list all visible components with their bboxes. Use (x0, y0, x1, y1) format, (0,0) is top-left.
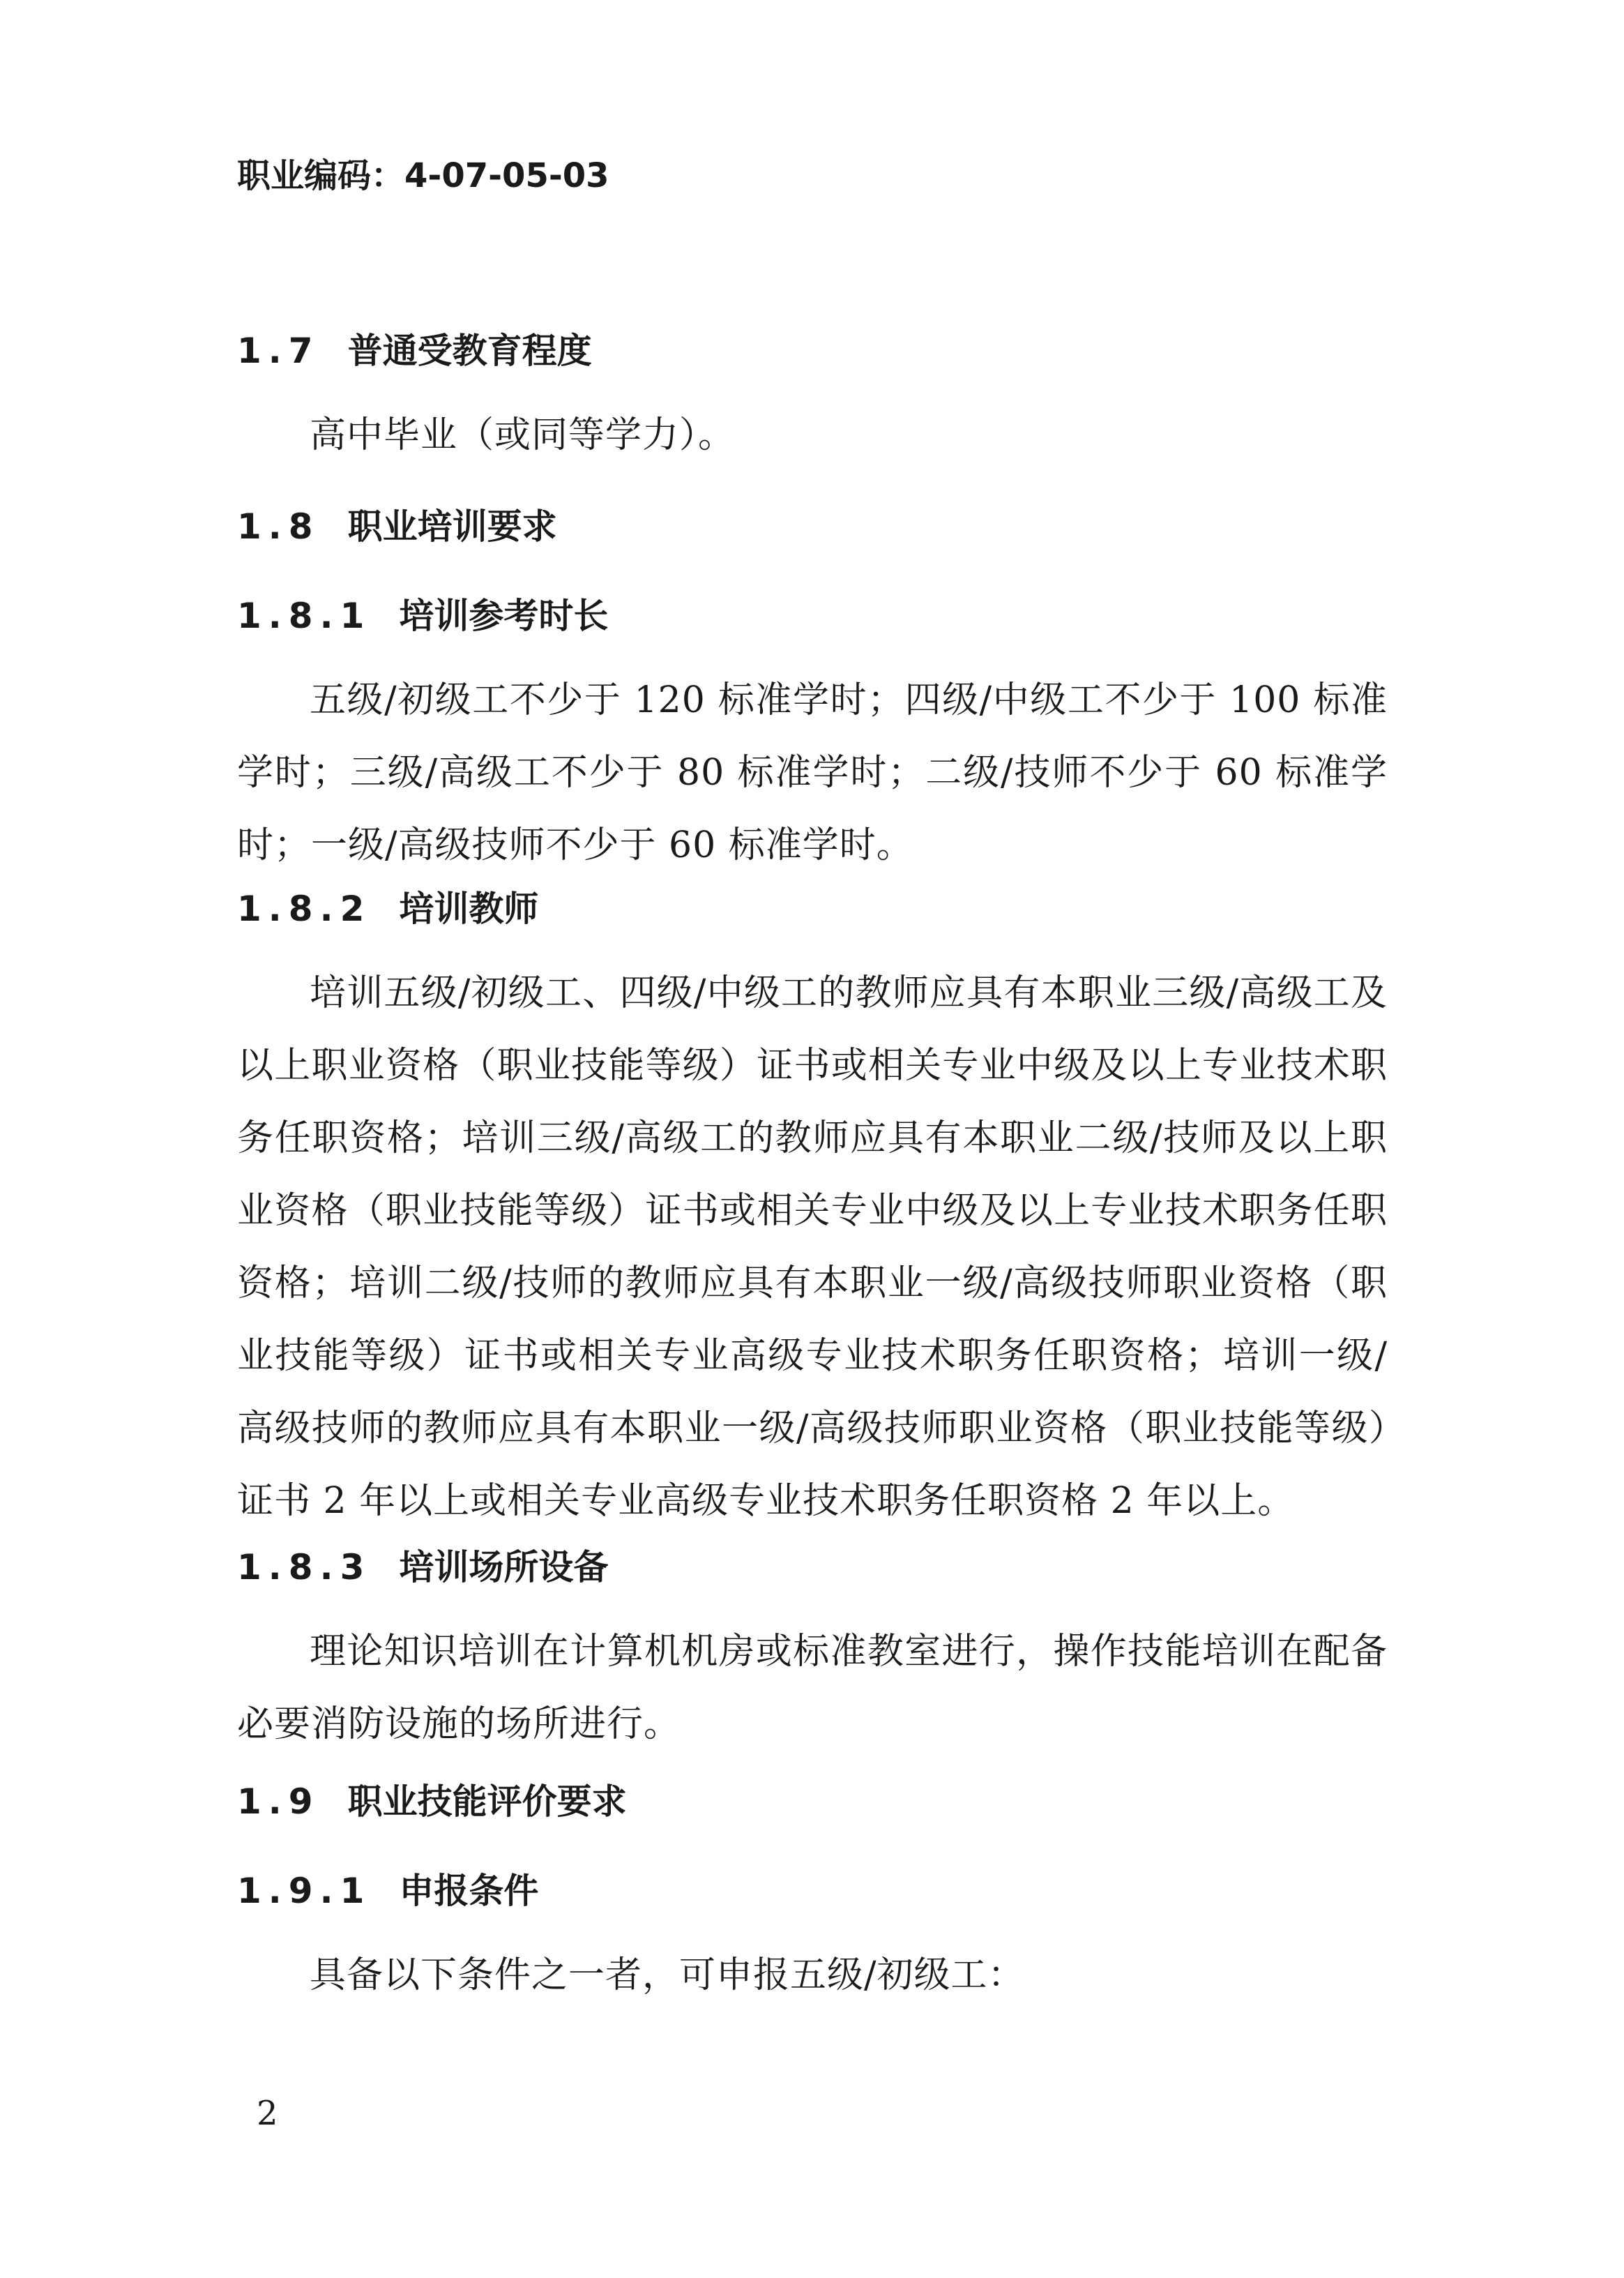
section-title: 职业培训要求 (347, 506, 557, 547)
section-title: 培训参考时长 (399, 596, 609, 636)
section-title: 职业技能评价要求 (347, 1781, 627, 1822)
section-title: 培训教师 (399, 889, 539, 929)
section-number: 1.8.2 (237, 889, 372, 929)
section-number: 1.8.1 (237, 596, 372, 636)
section-number: 1.7 (237, 331, 320, 371)
section-heading-1-9-1 (237, 1866, 538, 1915)
facilities-paragraph: 理论知识培训在计算机机房或标准教室进行，操作技能培训在配备必要消防设施的场所进行。 (237, 1631, 1388, 1745)
occupation-code: 职业编码：4-07-05-03 (237, 156, 609, 195)
section-heading-1-9 (237, 1777, 627, 1826)
section-number: 1.8.3 (237, 1547, 372, 1587)
section-heading-1-8-3 (237, 1543, 608, 1592)
section-heading-1-8 (237, 502, 557, 551)
section-title: 申报条件 (399, 1871, 539, 1911)
application-paragraph: 具备以下条件之一者，可申报五级/初级工： (310, 1954, 1025, 1996)
section-title: 普通受教育程度 (347, 331, 592, 371)
section-number: 1.9.1 (237, 1871, 372, 1911)
education-paragraph: 高中毕业（或同等学力）。 (310, 414, 736, 456)
page-number: 2 (257, 2094, 278, 2133)
section-heading-1-8-2 (237, 884, 538, 933)
training-hours-paragraph: 五级/初级工不少于 120 标准学时；四级/中级工不少于 100 标准学时；三级/高级工不少于 80 标准学时；二级/技师不少于 60 标准学时；一级/高级技师不少于 60 标准学时。 (237, 679, 1388, 866)
section-heading-1-8-1 (237, 591, 608, 640)
section-title: 培训场所设备 (399, 1547, 609, 1587)
section-number: 1.8 (237, 506, 320, 547)
trainers-paragraph: 培训五级/初级工、四级/中级工的教师应具有本职业三级/高级工及以上职业资格（职业技能等级）证书或相关专业中级及以上专业技术职务任职资格；培训三级/高级工的教师应具有本职业二级/技师及以上职业资格（职业技能等级）证书或相关专业中级及以上专业技术职务任职资格；培训二级/技师的教师应具有本职业一级/高级技师职业资格（职业技能等级）证书或相关专业高级专业技术职务任职资格；培训一级/高级技师的教师应具有本职业一级/高级技师职业资格（职业技能等级）证书 2 年以上或相关专业高级专业技术职务任职资格 2 年以上。 (237, 972, 1388, 1522)
section-heading-1-7 (237, 326, 592, 375)
section-number: 1.9 (237, 1781, 320, 1822)
